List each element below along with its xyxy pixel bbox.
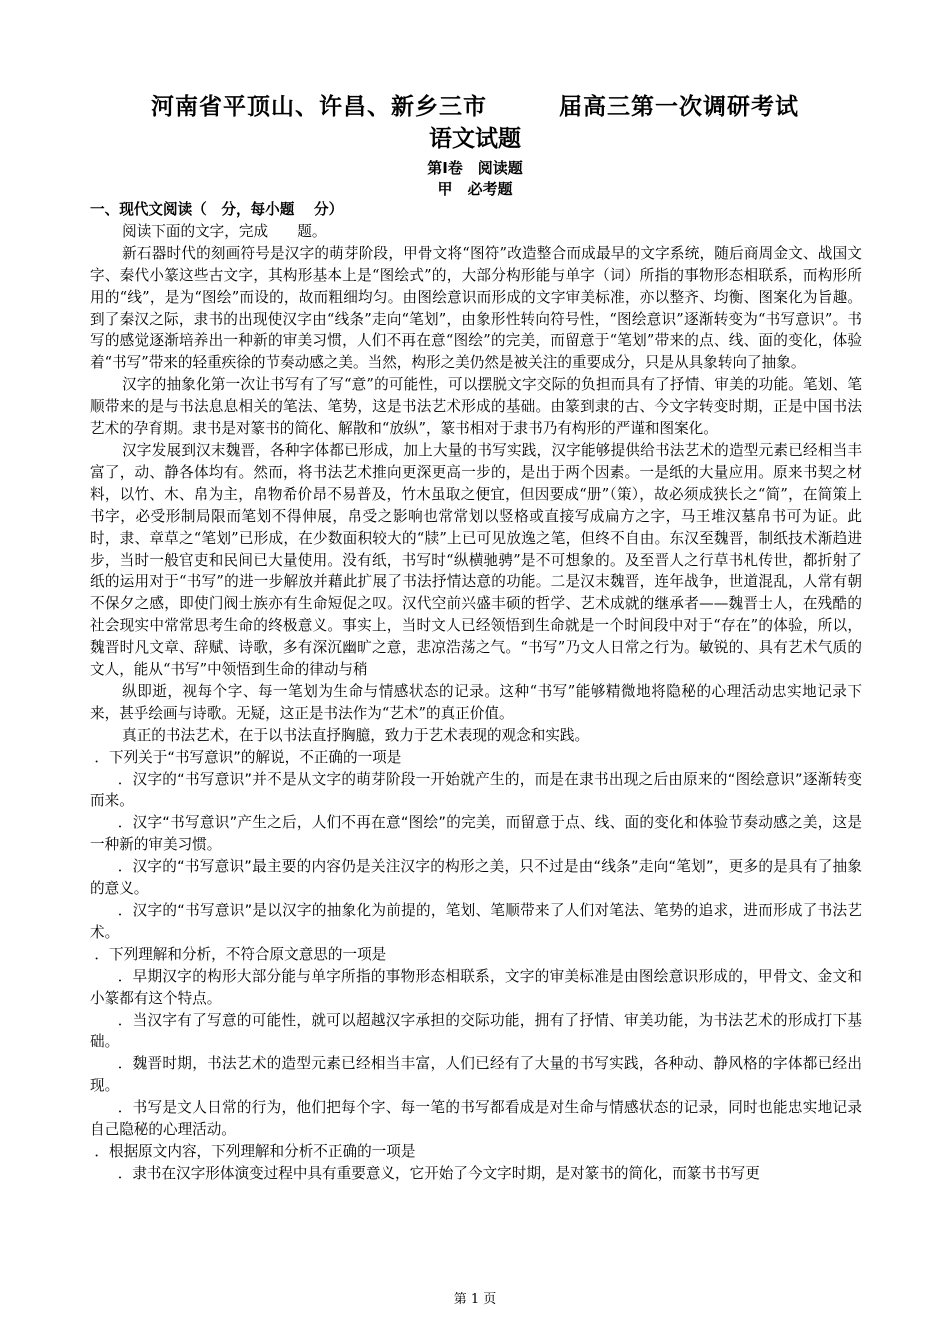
question-stem: ．下列关于“书写意识”的解说，不正确的一项是 bbox=[94, 748, 402, 766]
passage-paragraph: 汉字发展到汉末魏晋，各种字体都已形成，加上大量的书写实践，汉字能够提供给书法艺术的造型元素已经相当丰富了，动、静各体均有。然而，将书法艺术推向更深更高一步的，是出于两个因素。一是纸的大量应用。原来书契之材料，以竹、木、帛为主，帛物希价昂不易普及，竹木虽取之便宜，但因要成“册”（策），故必须成狭长之“简”，在简策上书字，必受形制局限而笔划不得伸展，帛受之影响也常常划以竖格或直接写成扁方之字，马王堆汉墓帛书可为证。此时，隶、章草之“笔划”已形成，在少数面积较大的“牍”上已可见放逸之笔，但终不自由。东汉至魏晋，制纸技术渐趋进步，当时一般官吏和民间已大量使用。没有纸，书写时“纵横驰骋”是不可想象的。及至晋人之行草书札传世，都折射了纸的运用对于“书写”的进一步解放并藉此扩展了书法抒情达意的功能。二是汉末魏晋，连年战争，世道混乱，人常有朝不保夕之感，即使门阀士族亦有生命短促之叹。汉代空前兴盛丰硕的哲学、艺术成就的继承者——魏晋士人，在残酷的社会现实中常常思考生命的终极意义。事实上，当时文人已经领悟到生命就是一个时间段中对于“存在”的体验，所以，魏晋时凡文章、辞赋、诗歌，多有深沉幽旷之意，悲凉浩荡之气。“书写”乃文人日常之行为。敏锐的、具有艺术气质的文人，能从“书写”中领悟到生命的律动与稍 bbox=[90, 441, 862, 679]
volume-heading: 第Ⅰ卷 阅读题 bbox=[427, 159, 523, 177]
passage-paragraph: 纵即逝，视每个字、每一笔划为生命与情感状态的记录。这种“书写”能够精微地将隐秘的心理活动忠实地记录下来，甚乎绘画与诗歌。无疑，这正是书法作为“艺术”的真正价值。 bbox=[90, 682, 862, 722]
question-option: ．当汉字有了写意的可能性，就可以超越汉字承担的交际功能，拥有了抒情、审美功能，为书法艺术的形成打下基础。 bbox=[90, 1011, 862, 1051]
page-number: 第 1 页 bbox=[453, 1292, 497, 1307]
question-option: ．汉字“书写意识”产生之后，人们不再在意“图绘”的完美，而留意于点、线、面的变化和体验节奏动感之美，这是一种新的审美习惯。 bbox=[90, 814, 862, 854]
question-option: ．早期汉字的构形大部分能与单字所指的事物形态相联系，文字的审美标准是由图绘意识形成的，甲骨文、金文和小篆都有这个特点。 bbox=[90, 967, 862, 1007]
exam-body bbox=[90, 199, 862, 1185]
question-option: ．书写是文人日常的行为，他们把每个字、每一笔的书写都看成是对生命与情感状态的记录，同时也能忠实地记录自己隐秘的心理活动。 bbox=[90, 1099, 862, 1139]
question-stem: ．下列理解和分析，不符合原文意思的一项是 bbox=[94, 945, 387, 963]
passage-paragraph: 真正的书法艺术，在于以书法直抒胸臆，致力于艺术表现的观念和实践。 bbox=[122, 726, 590, 744]
exam-title: 河南省平顶山、许昌、新乡三市 届高三第一次调研考试 bbox=[151, 94, 799, 120]
question-option: ．魏晋时期，书法艺术的造型元素已经相当丰富，人们已经有了大量的书写实践，各种动、静风格的字体都已经出现。 bbox=[90, 1055, 862, 1095]
passage-paragraph: 新石器时代的刻画符号是汉字的萌芽阶段，甲骨文将“图符”改造整合而成最早的文字系统，随后商周金文、战国文字、秦代小篆这些古文字，其构形基本上是“图绘式”的，大部分构形能与单字（词）所指的事物形态相联系，而构形所用的“线”，是为“图绘”而设的，故而粗细均匀。由图绘意识而形成的文字审美标准，亦以整齐、均衡、图案化为旨趣。到了秦汉之际，隶书的出现使汉字由“线条”走向“笔划”，由象形性转向符号性，“图绘意识”逐渐转变为“书写意识”。书写的感觉逐渐培养出一种新的审美习惯，人们不再在意“图绘”的完美，而留意于“笔划”带来的点、线、面的变化，体验着“书写”带来的轻重疾徐的节奏动感之美。当然，构形之美仍然是被关注的重要成分，只是从具象转向了抽象。 bbox=[90, 244, 862, 372]
part-heading: 甲 必考题 bbox=[437, 180, 513, 198]
reading-instruction: 阅读下面的文字，完成 题。 bbox=[122, 222, 327, 240]
question-option: ．汉字的“书写意识”最主要的内容仍是关注汉字的构形之美，只不过是由“线条”走向“笔划”，更多的是具有了抽象的意义。 bbox=[90, 858, 862, 898]
question-option: ．隶书在汉字形体演变过程中具有重要意义，它开始了今文字时期，是对篆书的简化，而篆书书写更 bbox=[117, 1164, 760, 1182]
question-option: ．汉字的“书写意识”并不是从文字的萌芽阶段一开始就产生的，而是在隶书出现之后由原来的“图绘意识”逐渐转变而来。 bbox=[90, 770, 862, 810]
passage-paragraph: 汉字的抽象化第一次让书写有了写“意”的可能性，可以摆脱文字交际的负担而具有了抒情、审美的功能。笔划、笔顺带来的是与书法息息相关的笔法、笔势，这是书法艺术形成的基础。由篆到隶的古、今文字转变时期，正是中国书法艺术的孕育期。隶书是对篆书的简化、解散和“放纵”，篆书相对于隶书乃有构形的严谨和图案化。 bbox=[90, 376, 862, 438]
question-stem: ．根据原文内容，下列理解和分析不正确的一项是 bbox=[94, 1142, 416, 1160]
section-heading: 一、现代文阅读（ 分，每小题 分） bbox=[90, 201, 344, 218]
subject-title: 语文试题 bbox=[429, 126, 521, 152]
question-option: ．汉字的“书写意识”是以汉字的抽象化为前提的，笔划、笔顺带来了人们对笔法、笔势的追求，进而形成了书法艺术。 bbox=[90, 902, 862, 941]
